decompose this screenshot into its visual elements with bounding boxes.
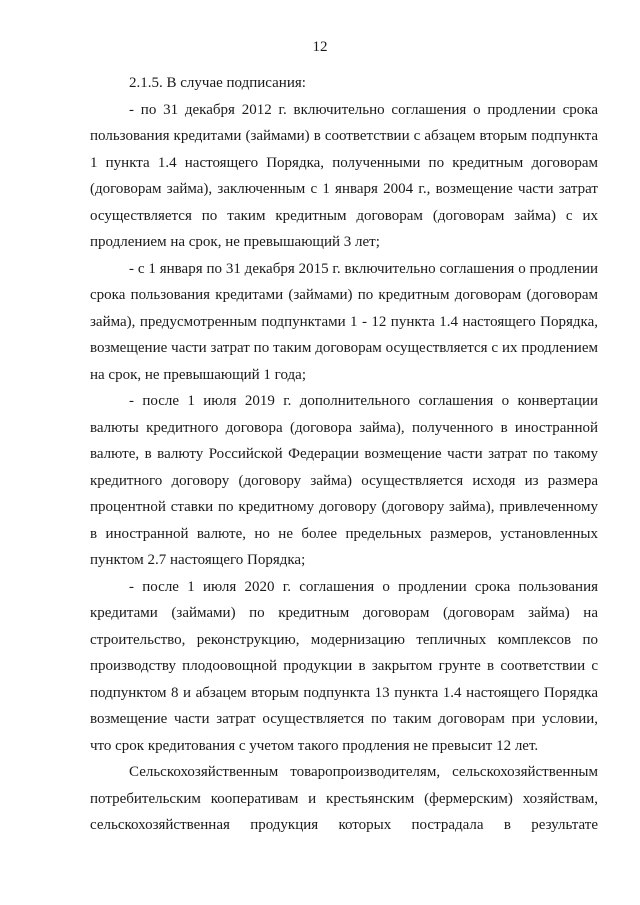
paragraph-item-2012: - по 31 декабря 2012 г. включительно соглашения о продлении срока пользования кредитами (займами) в соответствии с абзацем вторым подпункта 1 пункта 1.4 настоящего Порядка, полученными по кредитным договорам (договорам займа), заключенным с 1 января 2004 г., возмещение части затрат осуществляется по таким кредитным договорам (договорам займа) с их продлением на срок, не превышающий 3 лет; xyxy=(90,101,598,250)
paragraph-item-2015: - с 1 января по 31 декабря 2015 г. включительно соглашения о продлении срока пользования кредитами (займами) по кредитным договорам (договорам займа), предусмотренным подпунктами 1 - 12 пункта 1.4 настоящего Порядка, возмещение части затрат по таким договорам осуществляется с их продлением на срок, не превышающий 1 года; xyxy=(90,260,598,383)
page-number: 12 xyxy=(312,39,328,55)
paragraph-item-2020: - после 1 июля 2020 г. соглашения о продлении срока пользования кредитами (займами) по кредитным договорам (договорам займа) на строительство, реконструкцию, модернизацию тепличных комплексов по производству плодоовощной продукции в закрытом грунте в соответствии с подпунктом 8 и абзацем вторым подпункта 13 пункта 1.4 настоящего Порядка возмещение части затрат осуществляется по таким договорам при условии, что срок кредитования с учетом такого продления не превысит 12 лет. xyxy=(90,578,598,754)
paragraph-clause-heading: 2.1.5. В случае подписания: xyxy=(129,75,306,91)
document-body xyxy=(90,70,598,839)
paragraph-item-2019: - после 1 июля 2019 г. дополнительного соглашения о конвертации валюты кредитного договора (договора займа), полученного в иностранной валюте, в валюту Российской Федерации возмещение части затрат по такому кредитного договору (договору займа) осуществляется исходя из размера процентной ставки по кредитному договору (договору займа), привлеченному в иностранной валюте, но не более предельных размеров, установленных пунктом 2.7 настоящего Порядка; xyxy=(90,393,598,568)
paragraph-producers-continued: Сельскохозяйственным товаропроизводителям, сельскохозяйственным потребительским кооперативам и крестьянским (фермерским) хозяйствам, сельскохозяйственная продукция которых пострадала в результате xyxy=(90,764,598,833)
